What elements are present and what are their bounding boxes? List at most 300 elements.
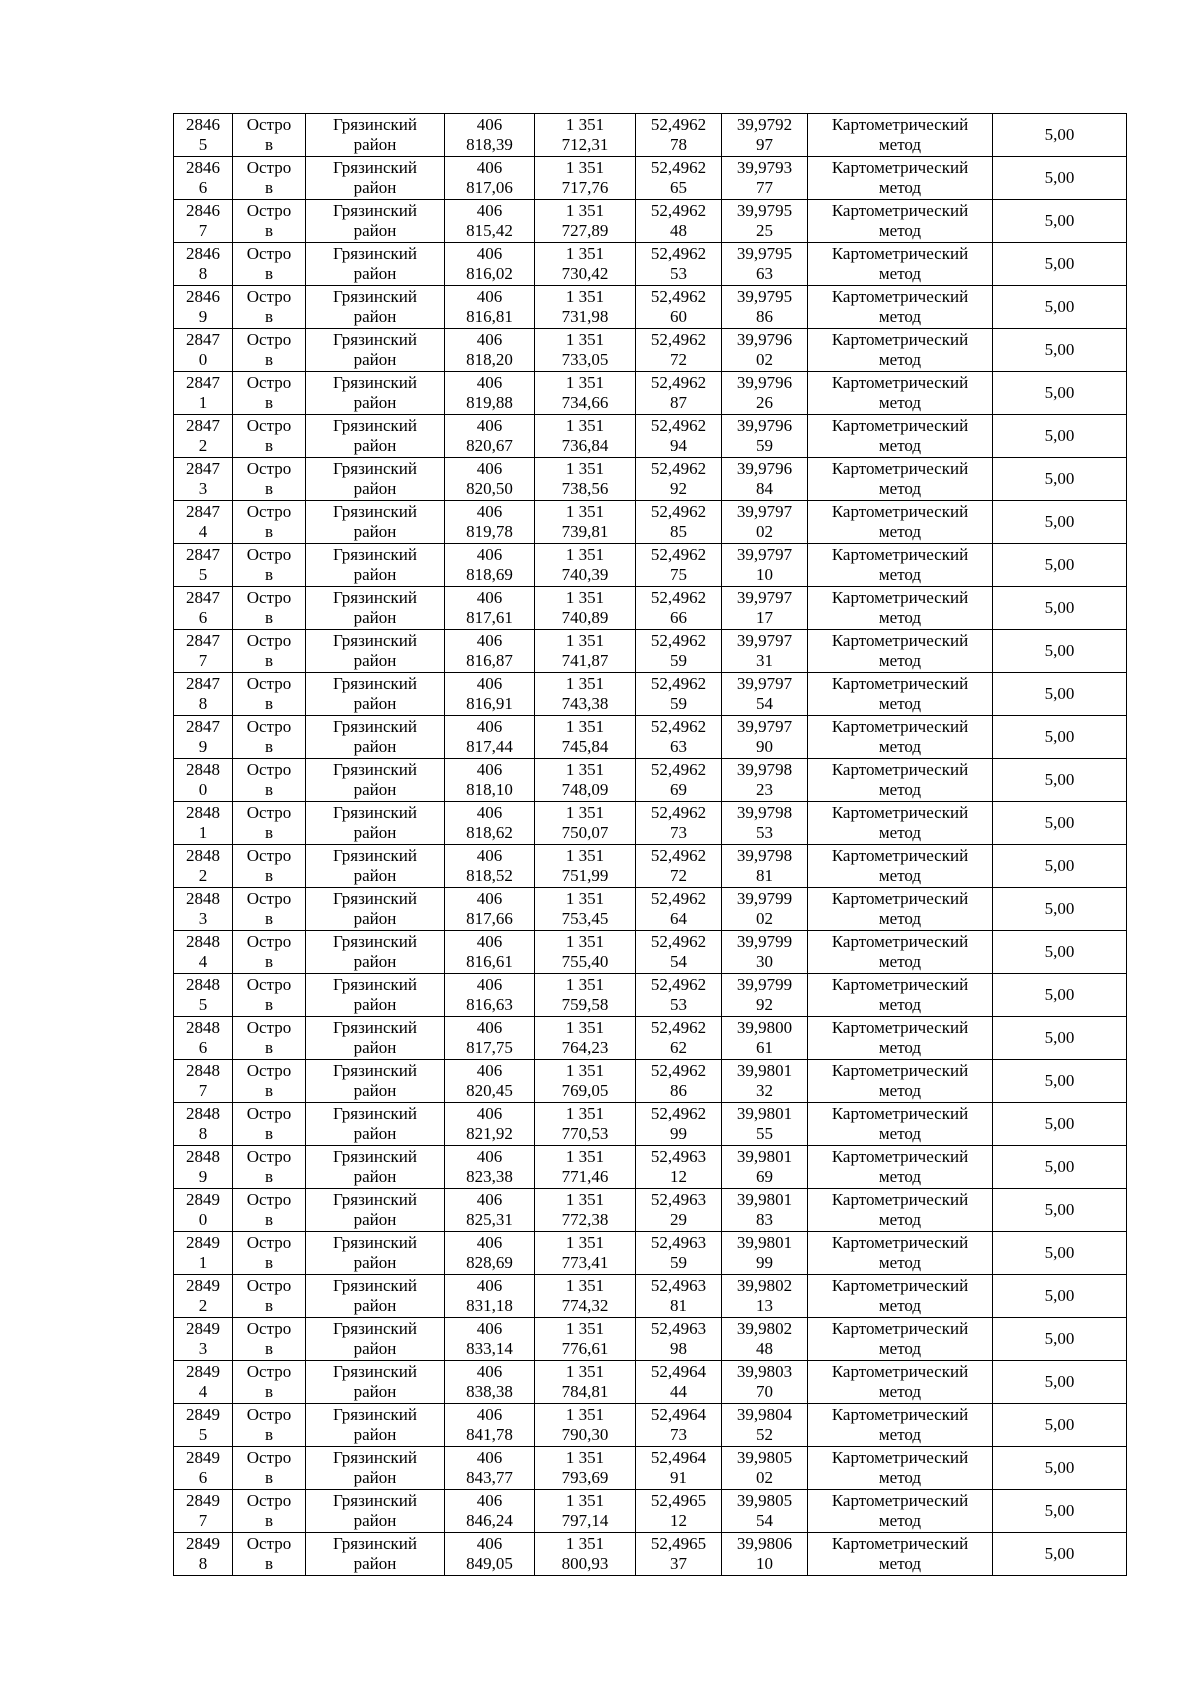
- method-cell: [808, 802, 993, 845]
- y-coordinate-cell: [535, 1060, 636, 1103]
- latitude-cell-line-1: 52,4962: [650, 416, 707, 435]
- method-cell-line-2: метод: [878, 178, 922, 197]
- object-type-cell-line-1: Остро: [246, 1362, 292, 1381]
- method-cell: [808, 587, 993, 630]
- latitude-cell-line-1: 52,4962: [650, 502, 707, 521]
- district-cell-line-2: район: [353, 866, 397, 885]
- point-id-cell-line-2: 0: [198, 350, 208, 369]
- x-coordinate-cell-line-2: 817,66: [466, 909, 513, 928]
- latitude-cell: [636, 1447, 722, 1490]
- y-coordinate-cell: [535, 372, 636, 415]
- point-id-cell-line-1: 2847: [186, 459, 220, 478]
- district-cell-line-2: район: [353, 651, 397, 670]
- district-cell: [306, 1318, 445, 1361]
- longitude-cell-line-2: 10: [756, 1554, 773, 1573]
- object-type-cell: [233, 200, 306, 243]
- latitude-cell-line-2: 86: [670, 1081, 687, 1100]
- latitude-cell-line-2: 62: [670, 1038, 687, 1057]
- longitude-cell-line-1: 39,9798: [736, 760, 793, 779]
- longitude-cell-line-2: 81: [756, 866, 773, 885]
- latitude-cell-line-1: 52,4962: [650, 244, 707, 263]
- y-coordinate-cell-line-1: 1 351: [565, 1405, 605, 1424]
- longitude-cell: [722, 759, 808, 802]
- longitude-cell: [722, 1189, 808, 1232]
- object-type-cell: [233, 1404, 306, 1447]
- y-coordinate-cell-line-2: 793,69: [561, 1468, 609, 1487]
- latitude-cell-line-2: 44: [670, 1382, 687, 1401]
- latitude-cell: [636, 1404, 722, 1447]
- longitude-cell: [722, 1275, 808, 1318]
- latitude-cell-line-2: 53: [670, 995, 687, 1014]
- longitude-cell-line-1: 39,9805: [736, 1491, 793, 1510]
- longitude-cell-line-1: 39,9802: [736, 1276, 793, 1295]
- latitude-cell-line-2: 59: [670, 1253, 687, 1272]
- x-coordinate-cell: [445, 630, 535, 673]
- y-coordinate-cell: [535, 673, 636, 716]
- point-id-cell-line-2: 6: [198, 1038, 208, 1057]
- object-type-cell-line-1: Остро: [246, 1233, 292, 1252]
- point-id-cell-line-2: 8: [198, 1554, 208, 1573]
- latitude-cell: [636, 1232, 722, 1275]
- point-id-cell-line-1: 2849: [186, 1190, 220, 1209]
- object-type-cell-line-2: в: [264, 264, 274, 283]
- x-coordinate-cell-line-2: 838,38: [466, 1382, 513, 1401]
- longitude-cell-line-2: 70: [756, 1382, 773, 1401]
- table-row: [174, 1490, 1127, 1533]
- latitude-cell-line-1: 52,4964: [650, 1405, 707, 1424]
- method-cell: [808, 888, 993, 931]
- point-id-cell-line-2: 5: [198, 995, 208, 1014]
- object-type-cell-line-2: в: [264, 522, 274, 541]
- y-coordinate-cell-line-1: 1 351: [565, 115, 605, 134]
- point-id-cell: [174, 1447, 233, 1490]
- x-coordinate-cell-line-2: 843,77: [466, 1468, 513, 1487]
- method-cell-line-1: Картометрический: [831, 1190, 969, 1209]
- district-cell: [306, 802, 445, 845]
- point-id-cell-line-1: 2846: [186, 244, 220, 263]
- method-cell: [808, 415, 993, 458]
- latitude-cell: [636, 415, 722, 458]
- y-coordinate-cell-line-2: 733,05: [561, 350, 609, 369]
- y-coordinate-cell-line-2: 741,87: [561, 651, 609, 670]
- x-coordinate-cell: [445, 1361, 535, 1404]
- latitude-cell-line-2: 64: [670, 909, 687, 928]
- x-coordinate-cell-line-2: 817,06: [466, 178, 513, 197]
- method-cell: [808, 1232, 993, 1275]
- longitude-cell-line-1: 39,9801: [736, 1104, 793, 1123]
- point-id-cell: [174, 1146, 233, 1189]
- latitude-cell-line-2: 12: [670, 1511, 687, 1530]
- latitude-cell: [636, 1189, 722, 1232]
- y-coordinate-cell: [535, 1490, 636, 1533]
- accuracy-cell: 5,00: [993, 931, 1127, 974]
- accuracy-cell: 5,00: [993, 1361, 1127, 1404]
- table-row: [174, 931, 1127, 974]
- y-coordinate-cell-line-2: 797,14: [561, 1511, 609, 1530]
- object-type-cell-line-1: Остро: [246, 1534, 292, 1553]
- longitude-cell-line-2: 63: [756, 264, 773, 283]
- x-coordinate-cell-line-2: 841,78: [466, 1425, 513, 1444]
- x-coordinate-cell: [445, 802, 535, 845]
- latitude-cell-line-2: 94: [670, 436, 687, 455]
- accuracy-cell: 5,00: [993, 587, 1127, 630]
- y-coordinate-cell-line-1: 1 351: [565, 1147, 605, 1166]
- method-cell-line-1: Картометрический: [831, 846, 969, 865]
- y-coordinate-cell-line-2: 731,98: [561, 307, 609, 326]
- object-type-cell: [233, 329, 306, 372]
- method-cell-line-2: метод: [878, 1425, 922, 1444]
- x-coordinate-cell-line-1: 406: [476, 1190, 503, 1209]
- latitude-cell-line-1: 52,4964: [650, 1362, 707, 1381]
- point-id-cell-line-1: 2849: [186, 1405, 220, 1424]
- district-cell: [306, 114, 445, 157]
- accuracy-cell: 5,00: [993, 759, 1127, 802]
- object-type-cell-line-2: в: [264, 1382, 274, 1401]
- x-coordinate-cell-line-1: 406: [476, 1147, 503, 1166]
- method-cell-line-1: Картометрический: [831, 1319, 969, 1338]
- x-coordinate-cell: [445, 544, 535, 587]
- y-coordinate-cell-line-1: 1 351: [565, 158, 605, 177]
- district-cell-line-1: Грязинский: [333, 502, 417, 521]
- object-type-cell-line-1: Остро: [246, 502, 292, 521]
- object-type-cell-line-2: в: [264, 1296, 274, 1315]
- accuracy-cell: 5,00: [993, 630, 1127, 673]
- point-id-cell: [174, 1103, 233, 1146]
- point-id-cell: [174, 200, 233, 243]
- longitude-cell-line-2: 90: [756, 737, 773, 756]
- latitude-cell-line-1: 52,4965: [650, 1534, 707, 1553]
- object-type-cell-line-1: Остро: [246, 1104, 292, 1123]
- table-row: [174, 372, 1127, 415]
- object-type-cell: [233, 544, 306, 587]
- district-cell-line-2: район: [353, 178, 397, 197]
- point-id-cell: [174, 802, 233, 845]
- district-cell-line-2: район: [353, 1167, 397, 1186]
- method-cell-line-1: Картометрический: [831, 201, 969, 220]
- point-id-cell-line-1: 2847: [186, 545, 220, 564]
- object-type-cell-line-1: Остро: [246, 373, 292, 392]
- method-cell-line-2: метод: [878, 393, 922, 412]
- x-coordinate-cell-line-1: 406: [476, 1276, 503, 1295]
- longitude-cell: [722, 1103, 808, 1146]
- x-coordinate-cell-line-2: 849,05: [466, 1554, 513, 1573]
- y-coordinate-cell-line-2: 759,58: [561, 995, 609, 1014]
- table-row: [174, 1060, 1127, 1103]
- latitude-cell: [636, 759, 722, 802]
- latitude-cell-line-1: 52,4963: [650, 1233, 707, 1252]
- district-cell-line-1: Грязинский: [333, 674, 417, 693]
- latitude-cell: [636, 1490, 722, 1533]
- latitude-cell: [636, 1060, 722, 1103]
- method-cell-line-1: Картометрический: [831, 717, 969, 736]
- object-type-cell-line-2: в: [264, 780, 274, 799]
- point-id-cell-line-2: 3: [198, 1339, 208, 1358]
- district-cell-line-1: Грязинский: [333, 1405, 417, 1424]
- y-coordinate-cell-line-1: 1 351: [565, 1534, 605, 1553]
- y-coordinate-cell: [535, 458, 636, 501]
- district-cell: [306, 544, 445, 587]
- district-cell-line-1: Грязинский: [333, 330, 417, 349]
- object-type-cell-line-1: Остро: [246, 287, 292, 306]
- point-id-cell-line-1: 2847: [186, 674, 220, 693]
- longitude-cell: [722, 114, 808, 157]
- longitude-cell-line-2: 32: [756, 1081, 773, 1100]
- table-row: [174, 759, 1127, 802]
- x-coordinate-cell: [445, 1232, 535, 1275]
- latitude-cell: [636, 1361, 722, 1404]
- longitude-cell-line-2: 53: [756, 823, 773, 842]
- object-type-cell: [233, 1060, 306, 1103]
- object-type-cell-line-2: в: [264, 565, 274, 584]
- object-type-cell-line-2: в: [264, 866, 274, 885]
- district-cell-line-2: район: [353, 264, 397, 283]
- latitude-cell-line-2: 81: [670, 1296, 687, 1315]
- method-cell-line-1: Картометрический: [831, 631, 969, 650]
- object-type-cell-line-2: в: [264, 178, 274, 197]
- district-cell-line-1: Грязинский: [333, 1190, 417, 1209]
- method-cell-line-2: метод: [878, 1124, 922, 1143]
- x-coordinate-cell: [445, 931, 535, 974]
- point-id-cell-line-1: 2848: [186, 1061, 220, 1080]
- y-coordinate-cell-line-1: 1 351: [565, 373, 605, 392]
- longitude-cell: [722, 1447, 808, 1490]
- object-type-cell: [233, 716, 306, 759]
- district-cell-line-2: район: [353, 1296, 397, 1315]
- method-cell-line-1: Картометрический: [831, 416, 969, 435]
- x-coordinate-cell: [445, 114, 535, 157]
- district-cell: [306, 415, 445, 458]
- accuracy-cell: 5,00: [993, 888, 1127, 931]
- longitude-cell-line-1: 39,9795: [736, 287, 793, 306]
- method-cell-line-2: метод: [878, 436, 922, 455]
- x-coordinate-cell: [445, 286, 535, 329]
- latitude-cell: [636, 458, 722, 501]
- district-cell-line-1: Грязинский: [333, 158, 417, 177]
- longitude-cell: [722, 1490, 808, 1533]
- method-cell-line-1: Картометрический: [831, 1405, 969, 1424]
- district-cell-line-1: Грязинский: [333, 846, 417, 865]
- x-coordinate-cell: [445, 1146, 535, 1189]
- table-row: [174, 716, 1127, 759]
- y-coordinate-cell-line-1: 1 351: [565, 846, 605, 865]
- latitude-cell-line-1: 52,4963: [650, 1190, 707, 1209]
- latitude-cell: [636, 114, 722, 157]
- x-coordinate-cell-line-1: 406: [476, 846, 503, 865]
- longitude-cell-line-2: 97: [756, 135, 773, 154]
- latitude-cell: [636, 974, 722, 1017]
- coordinates-table: [173, 113, 1127, 1576]
- method-cell: [808, 974, 993, 1017]
- accuracy-cell: 5,00: [993, 1404, 1127, 1447]
- point-id-cell: [174, 630, 233, 673]
- method-cell-line-2: метод: [878, 823, 922, 842]
- latitude-cell-line-1: 52,4963: [650, 1276, 707, 1295]
- table-row: [174, 114, 1127, 157]
- object-type-cell: [233, 1490, 306, 1533]
- method-cell: [808, 372, 993, 415]
- y-coordinate-cell: [535, 1361, 636, 1404]
- y-coordinate-cell-line-2: 784,81: [561, 1382, 609, 1401]
- latitude-cell-line-2: 37: [670, 1554, 687, 1573]
- latitude-cell-line-2: 72: [670, 350, 687, 369]
- y-coordinate-cell-line-2: 769,05: [561, 1081, 609, 1100]
- point-id-cell-line-2: 6: [198, 608, 208, 627]
- x-coordinate-cell-line-2: 828,69: [466, 1253, 513, 1272]
- table-row: [174, 1447, 1127, 1490]
- point-id-cell: [174, 286, 233, 329]
- method-cell: [808, 1404, 993, 1447]
- method-cell-line-1: Картометрический: [831, 287, 969, 306]
- method-cell-line-1: Картометрический: [831, 889, 969, 908]
- accuracy-cell: 5,00: [993, 458, 1127, 501]
- x-coordinate-cell-line-2: 815,42: [466, 221, 513, 240]
- point-id-cell-line-1: 2849: [186, 1362, 220, 1381]
- y-coordinate-cell: [535, 200, 636, 243]
- method-cell-line-1: Картометрический: [831, 932, 969, 951]
- method-cell: [808, 1318, 993, 1361]
- method-cell-line-1: Картометрический: [831, 760, 969, 779]
- point-id-cell-line-2: 0: [198, 780, 208, 799]
- y-coordinate-cell-line-1: 1 351: [565, 244, 605, 263]
- point-id-cell-line-1: 2848: [186, 760, 220, 779]
- longitude-cell-line-1: 39,9799: [736, 932, 793, 951]
- longitude-cell: [722, 931, 808, 974]
- district-cell: [306, 1232, 445, 1275]
- latitude-cell-line-2: 99: [670, 1124, 687, 1143]
- point-id-cell: [174, 974, 233, 1017]
- y-coordinate-cell: [535, 587, 636, 630]
- point-id-cell-line-2: 9: [198, 737, 208, 756]
- district-cell: [306, 888, 445, 931]
- point-id-cell-line-2: 7: [198, 1081, 208, 1100]
- table-row: [174, 1361, 1127, 1404]
- method-cell-line-2: метод: [878, 307, 922, 326]
- district-cell: [306, 1533, 445, 1576]
- point-id-cell-line-2: 2: [198, 436, 208, 455]
- accuracy-cell: 5,00: [993, 1103, 1127, 1146]
- object-type-cell-line-1: Остро: [246, 545, 292, 564]
- longitude-cell-line-2: 23: [756, 780, 773, 799]
- point-id-cell: [174, 931, 233, 974]
- district-cell-line-1: Грязинский: [333, 760, 417, 779]
- method-cell-line-1: Картометрический: [831, 158, 969, 177]
- method-cell-line-1: Картометрический: [831, 588, 969, 607]
- table-row: [174, 415, 1127, 458]
- district-cell: [306, 286, 445, 329]
- district-cell-line-2: район: [353, 135, 397, 154]
- latitude-cell-line-2: 73: [670, 1425, 687, 1444]
- accuracy-cell: 5,00: [993, 1017, 1127, 1060]
- latitude-cell-line-1: 52,4962: [650, 158, 707, 177]
- table-row: [174, 1533, 1127, 1576]
- latitude-cell-line-2: 87: [670, 393, 687, 412]
- x-coordinate-cell-line-1: 406: [476, 1491, 503, 1510]
- point-id-cell-line-2: 8: [198, 264, 208, 283]
- object-type-cell: [233, 888, 306, 931]
- object-type-cell-line-2: в: [264, 995, 274, 1014]
- point-id-cell: [174, 458, 233, 501]
- y-coordinate-cell-line-1: 1 351: [565, 803, 605, 822]
- y-coordinate-cell: [535, 1189, 636, 1232]
- longitude-cell: [722, 802, 808, 845]
- x-coordinate-cell-line-2: 818,69: [466, 565, 513, 584]
- longitude-cell-line-1: 39,9801: [736, 1147, 793, 1166]
- y-coordinate-cell-line-2: 740,39: [561, 565, 609, 584]
- method-cell-line-1: Картометрический: [831, 1534, 969, 1553]
- longitude-cell: [722, 544, 808, 587]
- object-type-cell-line-1: Остро: [246, 1491, 292, 1510]
- point-id-cell: [174, 114, 233, 157]
- y-coordinate-cell-line-2: 743,38: [561, 694, 609, 713]
- district-cell: [306, 1447, 445, 1490]
- y-coordinate-cell-line-2: 717,76: [561, 178, 609, 197]
- object-type-cell-line-1: Остро: [246, 1190, 292, 1209]
- point-id-cell-line-2: 1: [198, 393, 208, 412]
- y-coordinate-cell-line-1: 1 351: [565, 1491, 605, 1510]
- object-type-cell-line-2: в: [264, 307, 274, 326]
- latitude-cell-line-2: 75: [670, 565, 687, 584]
- longitude-cell: [722, 458, 808, 501]
- object-type-cell: [233, 286, 306, 329]
- x-coordinate-cell-line-2: 818,39: [466, 135, 513, 154]
- latitude-cell-line-1: 52,4962: [650, 631, 707, 650]
- x-coordinate-cell-line-1: 406: [476, 287, 503, 306]
- x-coordinate-cell-line-1: 406: [476, 932, 503, 951]
- point-id-cell-line-1: 2847: [186, 502, 220, 521]
- accuracy-cell: 5,00: [993, 673, 1127, 716]
- point-id-cell-line-2: 3: [198, 479, 208, 498]
- x-coordinate-cell-line-2: 817,44: [466, 737, 513, 756]
- longitude-cell-line-1: 39,9797: [736, 631, 793, 650]
- district-cell-line-1: Грязинский: [333, 545, 417, 564]
- accuracy-cell: 5,00: [993, 1146, 1127, 1189]
- x-coordinate-cell: [445, 1447, 535, 1490]
- district-cell-line-1: Грязинский: [333, 1534, 417, 1553]
- accuracy-cell: 5,00: [993, 802, 1127, 845]
- point-id-cell-line-1: 2848: [186, 1147, 220, 1166]
- district-cell-line-2: район: [353, 565, 397, 584]
- district-cell-line-2: район: [353, 1038, 397, 1057]
- longitude-cell: [722, 974, 808, 1017]
- district-cell: [306, 716, 445, 759]
- point-id-cell-line-1: 2848: [186, 803, 220, 822]
- longitude-cell-line-1: 39,9792: [736, 115, 793, 134]
- accuracy-cell: 5,00: [993, 286, 1127, 329]
- method-cell-line-1: Картометрический: [831, 1104, 969, 1123]
- object-type-cell-line-2: в: [264, 952, 274, 971]
- longitude-cell-line-1: 39,9793: [736, 158, 793, 177]
- point-id-cell-line-1: 2847: [186, 717, 220, 736]
- longitude-cell-line-1: 39,9795: [736, 244, 793, 263]
- accuracy-cell: 5,00: [993, 974, 1127, 1017]
- object-type-cell: [233, 802, 306, 845]
- y-coordinate-cell-line-1: 1 351: [565, 1018, 605, 1037]
- method-cell-line-2: метод: [878, 1253, 922, 1272]
- y-coordinate-cell: [535, 1017, 636, 1060]
- x-coordinate-cell-line-1: 406: [476, 889, 503, 908]
- object-type-cell: [233, 931, 306, 974]
- x-coordinate-cell-line-1: 406: [476, 115, 503, 134]
- y-coordinate-cell: [535, 931, 636, 974]
- method-cell: [808, 1103, 993, 1146]
- x-coordinate-cell-line-1: 406: [476, 373, 503, 392]
- method-cell: [808, 931, 993, 974]
- longitude-cell-line-1: 39,9796: [736, 330, 793, 349]
- x-coordinate-cell-line-2: 818,52: [466, 866, 513, 885]
- longitude-cell-line-1: 39,9804: [736, 1405, 793, 1424]
- method-cell: [808, 544, 993, 587]
- longitude-cell-line-2: 99: [756, 1253, 773, 1272]
